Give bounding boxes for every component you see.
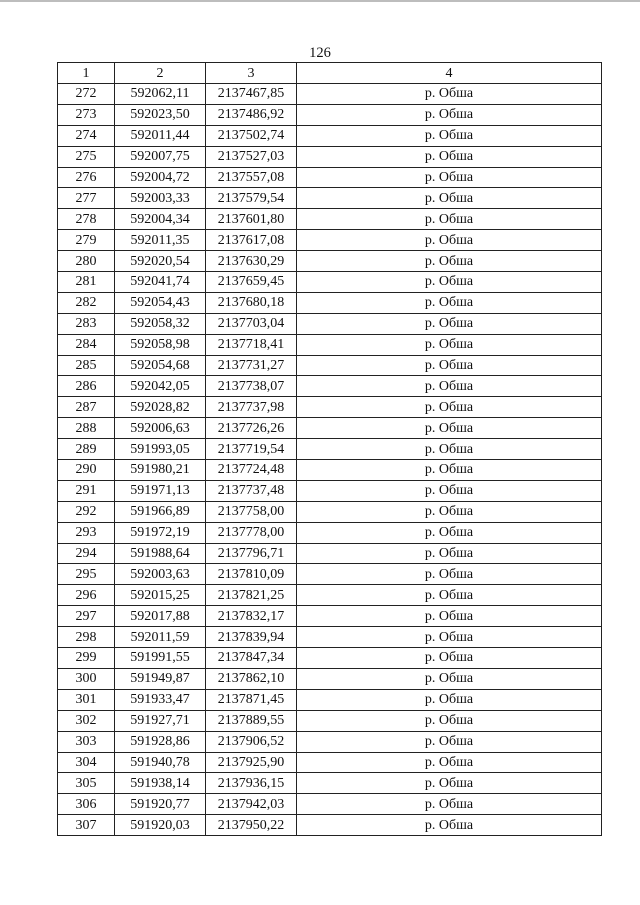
cell-y-coordinate: 2137847,34 (206, 648, 297, 669)
table-row (58, 209, 602, 230)
cell-point-number: 281 (58, 272, 115, 293)
cell-point-number: 290 (58, 460, 115, 481)
column-header-x-coordinate: 2 (115, 63, 206, 84)
cell-y-coordinate: 2137942,03 (206, 794, 297, 815)
cell-x-coordinate: 592006,63 (115, 418, 206, 439)
cell-point-number: 301 (58, 689, 115, 710)
cell-y-coordinate: 2137758,00 (206, 501, 297, 522)
cell-point-number: 300 (58, 668, 115, 689)
cell-description: р. Обша (297, 439, 602, 460)
column-header-description: 4 (297, 63, 602, 84)
cell-description: р. Обша (297, 710, 602, 731)
cell-point-number: 306 (58, 794, 115, 815)
cell-y-coordinate: 2137486,92 (206, 104, 297, 125)
cell-y-coordinate: 2137889,55 (206, 710, 297, 731)
cell-y-coordinate: 2137719,54 (206, 439, 297, 460)
table-row (58, 522, 602, 543)
scan-top-edge (0, 0, 640, 2)
cell-y-coordinate: 2137738,07 (206, 376, 297, 397)
cell-point-number: 305 (58, 773, 115, 794)
table-header-row (58, 63, 602, 84)
cell-y-coordinate: 2137839,94 (206, 627, 297, 648)
cell-x-coordinate: 592020,54 (115, 251, 206, 272)
cell-point-number: 276 (58, 167, 115, 188)
cell-y-coordinate: 2137737,48 (206, 480, 297, 501)
cell-description: р. Обша (297, 167, 602, 188)
cell-description: р. Обша (297, 668, 602, 689)
cell-y-coordinate: 2137778,00 (206, 522, 297, 543)
table-row (58, 84, 602, 105)
table-row (58, 230, 602, 251)
cell-x-coordinate: 592017,88 (115, 606, 206, 627)
cell-y-coordinate: 2137502,74 (206, 125, 297, 146)
column-header-y-coordinate: 3 (206, 63, 297, 84)
cell-description: р. Обша (297, 397, 602, 418)
cell-point-number: 293 (58, 522, 115, 543)
cell-x-coordinate: 591988,64 (115, 543, 206, 564)
table-row (58, 815, 602, 836)
cell-description: р. Обша (297, 230, 602, 251)
cell-description: р. Обша (297, 146, 602, 167)
cell-point-number: 291 (58, 480, 115, 501)
cell-x-coordinate: 592004,72 (115, 167, 206, 188)
cell-description: р. Обша (297, 188, 602, 209)
cell-x-coordinate: 592023,50 (115, 104, 206, 125)
cell-point-number: 280 (58, 251, 115, 272)
cell-x-coordinate: 591940,78 (115, 752, 206, 773)
table-row (58, 104, 602, 125)
cell-point-number: 292 (58, 501, 115, 522)
cell-y-coordinate: 2137871,45 (206, 689, 297, 710)
table-row (58, 292, 602, 313)
cell-description: р. Обша (297, 334, 602, 355)
cell-description: р. Обша (297, 501, 602, 522)
cell-point-number: 303 (58, 731, 115, 752)
table-row (58, 376, 602, 397)
cell-x-coordinate: 592062,11 (115, 84, 206, 105)
cell-point-number: 275 (58, 146, 115, 167)
table-row (58, 355, 602, 376)
cell-x-coordinate: 591920,77 (115, 794, 206, 815)
cell-x-coordinate: 591938,14 (115, 773, 206, 794)
table-row (58, 272, 602, 293)
cell-description: р. Обша (297, 689, 602, 710)
cell-y-coordinate: 2137731,27 (206, 355, 297, 376)
cell-x-coordinate: 591920,03 (115, 815, 206, 836)
cell-description: р. Обша (297, 773, 602, 794)
cell-point-number: 304 (58, 752, 115, 773)
table-row (58, 606, 602, 627)
cell-description: р. Обша (297, 606, 602, 627)
cell-y-coordinate: 2137726,26 (206, 418, 297, 439)
cell-point-number: 285 (58, 355, 115, 376)
cell-description: р. Обша (297, 313, 602, 334)
cell-y-coordinate: 2137659,45 (206, 272, 297, 293)
table-row (58, 125, 602, 146)
cell-x-coordinate: 591949,87 (115, 668, 206, 689)
cell-x-coordinate: 591993,05 (115, 439, 206, 460)
cell-point-number: 286 (58, 376, 115, 397)
cell-description: р. Обша (297, 794, 602, 815)
cell-description: р. Обша (297, 272, 602, 293)
cell-x-coordinate: 591966,89 (115, 501, 206, 522)
cell-y-coordinate: 2137527,03 (206, 146, 297, 167)
cell-x-coordinate: 591980,21 (115, 460, 206, 481)
table-row (58, 773, 602, 794)
table-row (58, 501, 602, 522)
table-row (58, 418, 602, 439)
cell-x-coordinate: 592004,34 (115, 209, 206, 230)
table-row (58, 188, 602, 209)
cell-point-number: 274 (58, 125, 115, 146)
cell-y-coordinate: 2137617,08 (206, 230, 297, 251)
table-row (58, 460, 602, 481)
cell-x-coordinate: 591927,71 (115, 710, 206, 731)
cell-point-number: 296 (58, 585, 115, 606)
cell-x-coordinate: 592007,75 (115, 146, 206, 167)
cell-x-coordinate: 591933,47 (115, 689, 206, 710)
cell-point-number: 278 (58, 209, 115, 230)
cell-y-coordinate: 2137906,52 (206, 731, 297, 752)
table-row (58, 480, 602, 501)
cell-description: р. Обша (297, 125, 602, 146)
cell-point-number: 295 (58, 564, 115, 585)
table-row (58, 794, 602, 815)
cell-x-coordinate: 591971,13 (115, 480, 206, 501)
table-row (58, 251, 602, 272)
cell-point-number: 297 (58, 606, 115, 627)
cell-y-coordinate: 2137703,04 (206, 313, 297, 334)
cell-description: р. Обша (297, 564, 602, 585)
cell-y-coordinate: 2137925,90 (206, 752, 297, 773)
cell-point-number: 302 (58, 710, 115, 731)
table-row (58, 627, 602, 648)
cell-point-number: 298 (58, 627, 115, 648)
cell-y-coordinate: 2137936,15 (206, 773, 297, 794)
cell-x-coordinate: 592003,63 (115, 564, 206, 585)
cell-description: р. Обша (297, 480, 602, 501)
table-row (58, 564, 602, 585)
cell-description: р. Обша (297, 543, 602, 564)
cell-description: р. Обша (297, 355, 602, 376)
cell-x-coordinate: 592003,33 (115, 188, 206, 209)
table-row (58, 146, 602, 167)
cell-description: р. Обша (297, 460, 602, 481)
cell-x-coordinate: 592042,05 (115, 376, 206, 397)
table-row (58, 585, 602, 606)
cell-x-coordinate: 592015,25 (115, 585, 206, 606)
cell-y-coordinate: 2137467,85 (206, 84, 297, 105)
cell-point-number: 273 (58, 104, 115, 125)
cell-point-number: 283 (58, 313, 115, 334)
table-row (58, 543, 602, 564)
cell-description: р. Обша (297, 522, 602, 543)
cell-description: р. Обша (297, 752, 602, 773)
cell-x-coordinate: 592054,43 (115, 292, 206, 313)
cell-y-coordinate: 2137630,29 (206, 251, 297, 272)
cell-x-coordinate: 592054,68 (115, 355, 206, 376)
cell-point-number: 284 (58, 334, 115, 355)
cell-y-coordinate: 2137810,09 (206, 564, 297, 585)
cell-description: р. Обша (297, 585, 602, 606)
cell-y-coordinate: 2137737,98 (206, 397, 297, 418)
cell-description: р. Обша (297, 209, 602, 230)
cell-point-number: 277 (58, 188, 115, 209)
cell-y-coordinate: 2137718,41 (206, 334, 297, 355)
cell-y-coordinate: 2137724,48 (206, 460, 297, 481)
cell-y-coordinate: 2137796,71 (206, 543, 297, 564)
cell-point-number: 288 (58, 418, 115, 439)
cell-point-number: 287 (58, 397, 115, 418)
cell-description: р. Обша (297, 292, 602, 313)
cell-point-number: 299 (58, 648, 115, 669)
cell-description: р. Обша (297, 104, 602, 125)
table-row (58, 710, 602, 731)
cell-x-coordinate: 592011,35 (115, 230, 206, 251)
cell-x-coordinate: 591928,86 (115, 731, 206, 752)
table-row (58, 439, 602, 460)
column-header-point-number: 1 (58, 63, 115, 84)
table-row (58, 731, 602, 752)
cell-description: р. Обша (297, 251, 602, 272)
cell-x-coordinate: 591972,19 (115, 522, 206, 543)
table-row (58, 397, 602, 418)
table-row (58, 313, 602, 334)
table-row (58, 334, 602, 355)
coordinates-table (57, 62, 602, 836)
cell-description: р. Обша (297, 815, 602, 836)
cell-y-coordinate: 2137821,25 (206, 585, 297, 606)
cell-y-coordinate: 2137832,17 (206, 606, 297, 627)
cell-point-number: 307 (58, 815, 115, 836)
cell-x-coordinate: 592028,82 (115, 397, 206, 418)
cell-description: р. Обша (297, 627, 602, 648)
cell-description: р. Обша (297, 648, 602, 669)
cell-x-coordinate: 592058,98 (115, 334, 206, 355)
cell-x-coordinate: 592041,74 (115, 272, 206, 293)
cell-x-coordinate: 592011,59 (115, 627, 206, 648)
cell-x-coordinate: 592011,44 (115, 125, 206, 146)
cell-point-number: 272 (58, 84, 115, 105)
cell-point-number: 282 (58, 292, 115, 313)
page-number: 126 (309, 45, 331, 61)
cell-point-number: 294 (58, 543, 115, 564)
cell-point-number: 289 (58, 439, 115, 460)
cell-description: р. Обша (297, 84, 602, 105)
cell-point-number: 279 (58, 230, 115, 251)
cell-description: р. Обша (297, 418, 602, 439)
table-row (58, 689, 602, 710)
table-row (58, 752, 602, 773)
table-row (58, 167, 602, 188)
table-row (58, 668, 602, 689)
cell-x-coordinate: 591991,55 (115, 648, 206, 669)
cell-y-coordinate: 2137601,80 (206, 209, 297, 230)
table-body (58, 84, 602, 836)
cell-y-coordinate: 2137579,54 (206, 188, 297, 209)
cell-y-coordinate: 2137862,10 (206, 668, 297, 689)
table-row (58, 648, 602, 669)
cell-description: р. Обша (297, 731, 602, 752)
cell-y-coordinate: 2137950,22 (206, 815, 297, 836)
cell-y-coordinate: 2137557,08 (206, 167, 297, 188)
cell-x-coordinate: 592058,32 (115, 313, 206, 334)
cell-description: р. Обша (297, 376, 602, 397)
cell-y-coordinate: 2137680,18 (206, 292, 297, 313)
